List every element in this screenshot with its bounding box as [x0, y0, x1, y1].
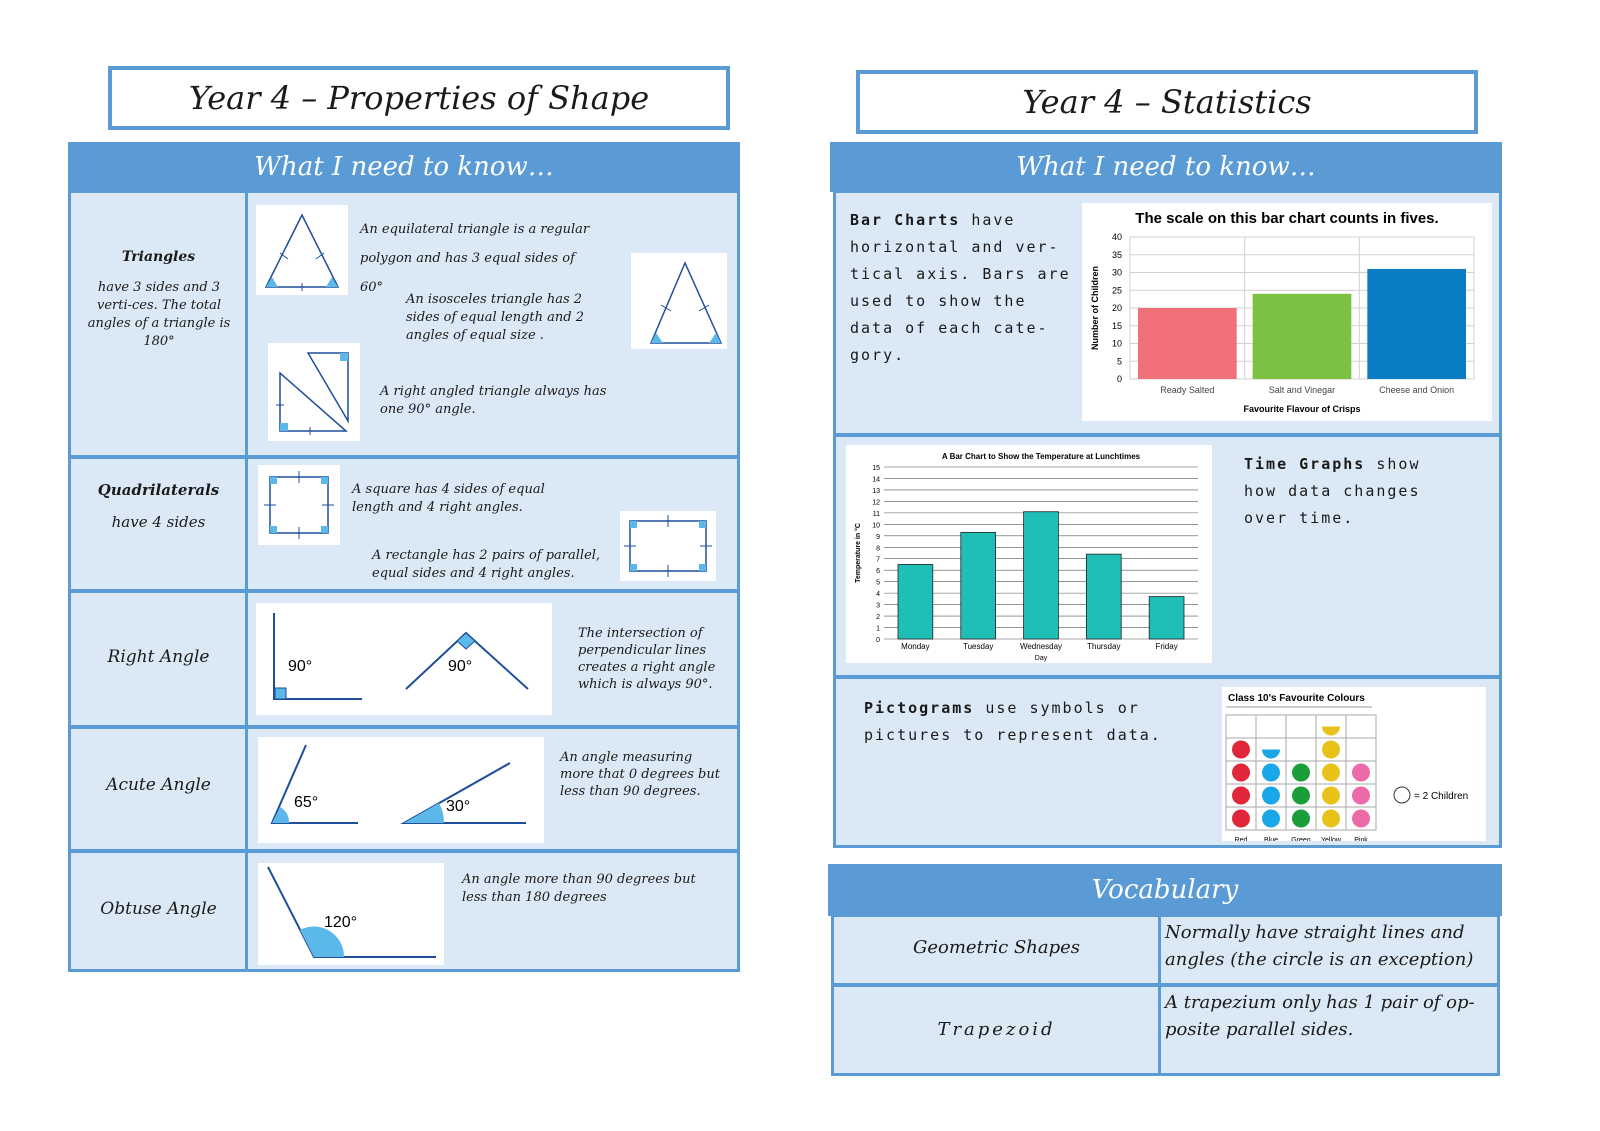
rectangle-image	[620, 511, 716, 581]
equilateral-note: An equilateral triangle is a regular polygon and has 3 equal sides of 60°	[360, 222, 590, 295]
chart1-ytick: 0	[1116, 374, 1122, 384]
vocab-def-cell-2	[1158, 984, 1500, 1076]
chart1-ytick: 40	[1111, 232, 1122, 242]
right-triangle-note: A right angled triangle always has one 90° angle.	[380, 384, 607, 417]
chart3-cell	[1256, 715, 1286, 738]
chart3-symbol	[1232, 764, 1250, 782]
chart2-ytick: 4	[876, 591, 880, 599]
chart2-ytick: 5	[876, 579, 880, 587]
chart3-symbol	[1262, 810, 1280, 828]
chart3-symbol	[1322, 764, 1340, 782]
pictograms-text: Pictograms use symbols or pictures to represent data.	[864, 699, 1162, 744]
chart2-xtick: Monday	[901, 642, 930, 651]
chart3-symbol	[1292, 787, 1310, 805]
right-angle-content-cell	[245, 590, 740, 728]
chart3-symbol	[1322, 810, 1340, 828]
chart3-symbol	[1292, 764, 1310, 782]
crisps-chart-card	[1082, 203, 1492, 421]
pictogram-card	[1222, 687, 1486, 841]
vocab-def-1: Normally have straight lines and angles (the circle is an exception)	[1165, 922, 1474, 970]
chart2-xtick: Thursday	[1087, 642, 1121, 651]
right-angle-label: Right Angle	[107, 647, 210, 667]
chart2-xtick: Wednesday	[1019, 642, 1063, 651]
right-angle-image	[256, 603, 552, 715]
time-graphs-panel	[833, 434, 1502, 678]
time-graphs-text: Time Graphs show how data changes over time.	[1244, 455, 1421, 527]
chart2-ytick: 2	[876, 614, 880, 622]
chart3-cell	[1346, 715, 1376, 738]
chart3-cell	[1286, 715, 1316, 738]
vocab-term-cell-2	[831, 984, 1161, 1076]
bar-charts-panel	[833, 190, 1502, 436]
bar-charts-text: Bar Charts have horizontal and ver- tical axis. Bars are used to show the data of each cate- gory.	[850, 211, 1071, 364]
left-header: What I need to know…	[68, 142, 740, 192]
chart2-ytick: 7	[876, 556, 880, 564]
triangles-label-cell	[68, 190, 248, 458]
chart3-symbol	[1352, 764, 1370, 782]
chart3-xtick: Red	[1234, 837, 1248, 841]
acute-angle-image	[258, 737, 544, 843]
chart1-ytick: 15	[1111, 320, 1122, 331]
chart2-ytick: 6	[876, 568, 880, 576]
right-header: What I need to know…	[830, 142, 1502, 192]
chart3-symbol	[1292, 810, 1310, 828]
chart1-bar	[1367, 269, 1466, 379]
vocab-term-1: Geometric Shapes	[912, 937, 1081, 958]
chart1-bar	[1138, 308, 1237, 379]
chart2-ytick: 8	[876, 545, 880, 553]
chart2-xtick: Friday	[1155, 642, 1178, 651]
acute-angle-label-cell	[68, 726, 248, 852]
pictograms-panel	[833, 676, 1502, 848]
chart2-bar	[898, 564, 933, 639]
chart1-title: The scale on this bar chart counts in fives.	[1135, 210, 1439, 227]
chart3-symbol	[1322, 741, 1340, 759]
right-title: Year 4 – Statistics	[856, 70, 1478, 134]
acute-angle-value-2: 30°	[446, 798, 471, 815]
obtuse-angle-image	[258, 863, 444, 965]
quadrilaterals-heading: Quadrilaterals	[97, 481, 220, 499]
right-triangle-image	[268, 343, 360, 441]
chart2-bar	[1024, 512, 1059, 639]
chart1-ytick: 20	[1111, 303, 1122, 313]
chart3-symbol	[1262, 787, 1280, 805]
right-angle-value-1: 90°	[288, 658, 313, 675]
vocab-def-cell-1	[1158, 914, 1500, 986]
chart2-ytick: 9	[876, 533, 880, 541]
rectangle-note: A rectangle has 2 pairs of parallel, equal sides and 4 right angles.	[372, 548, 601, 581]
obtuse-angle-label-cell	[68, 850, 248, 972]
chart3-half-symbol	[1262, 750, 1280, 759]
chart1-ytick: 25	[1111, 285, 1122, 296]
obtuse-angle-label: Obtuse Angle	[100, 899, 217, 919]
chart2-ytick: 1	[876, 625, 880, 633]
chart1-ytick: 5	[1116, 356, 1122, 367]
chart3-title: Class 10's Favourite Colours	[1228, 693, 1365, 704]
chart3-cell	[1346, 738, 1376, 761]
right-angle-note: The intersection of perpendicular lines creates a right angle which is always 90°.	[578, 626, 716, 692]
chart2-ytick: 11	[872, 510, 880, 518]
bar-charts-term: Bar Charts	[850, 211, 961, 229]
chart1-xtick: Cheese and Onion	[1379, 385, 1455, 395]
quadrilaterals-desc: have 4 sides	[111, 513, 206, 531]
chart3-key-label: = 2 Children	[1414, 791, 1469, 802]
crisps-bar-chart	[1082, 203, 1492, 421]
left-title: Year 4 – Properties of Shape	[108, 66, 730, 130]
quadrilaterals-label-cell	[68, 456, 248, 592]
obtuse-angle-content-cell	[245, 850, 740, 972]
temperature-chart-card	[846, 445, 1212, 663]
chart3-xtick: Green	[1291, 837, 1311, 841]
time-graphs-term: Time Graphs	[1244, 455, 1366, 473]
temperature-bar-chart	[846, 445, 1212, 663]
acute-angle-content-cell	[245, 726, 740, 852]
chart3-cell	[1226, 715, 1256, 738]
chart3-symbol	[1352, 787, 1370, 805]
chart2-bar	[961, 532, 996, 639]
chart2-xtick: Tuesday	[963, 642, 994, 651]
chart2-bar	[1086, 554, 1121, 639]
obtuse-angle-value-1: 120°	[324, 914, 358, 931]
chart2-ytick: 12	[872, 499, 880, 507]
vocab-term-2: Trapezoid	[937, 1019, 1056, 1040]
chart3-symbol	[1322, 787, 1340, 805]
right-angle-value-2: 90°	[448, 658, 473, 675]
chart2-ytick: 13	[872, 487, 880, 495]
chart1-ytick: 10	[1111, 338, 1122, 349]
chart3-xtick: Blue	[1263, 837, 1279, 841]
right-angle-label-cell	[68, 590, 248, 728]
chart3-symbol	[1262, 764, 1280, 782]
chart2-ytick: 10	[872, 522, 880, 530]
chart1-xtick: Salt and Vinegar	[1268, 385, 1336, 395]
vocab-term-cell-1	[831, 914, 1161, 986]
chart3-xtick: Pink	[1354, 837, 1368, 841]
triangles-desc: have 3 sides and 3 verti-ces. The total angles of a triangle is 180°	[87, 280, 231, 349]
chart3-cell	[1286, 738, 1316, 761]
chart2-ytick: 0	[876, 637, 880, 644]
square-note: A square has 4 sides of equal length and 4 right angles.	[352, 482, 545, 515]
chart2-title: A Bar Chart to Show the Temperature at Lunchtimes	[941, 452, 1141, 461]
equilateral-triangle-image	[256, 205, 348, 295]
chart2-bar	[1149, 597, 1184, 639]
obtuse-angle-note: An angle more than 90 degrees but less than 180 degrees	[462, 872, 696, 905]
square-image	[258, 465, 340, 545]
colours-pictogram	[1222, 687, 1486, 841]
quadrilaterals-content-cell	[245, 456, 740, 592]
triangles-heading: Triangles	[121, 249, 196, 265]
chart3-symbol	[1352, 810, 1370, 828]
acute-angle-label: Acute Angle	[106, 775, 211, 795]
chart1-xlabel: Favourite Flavour of Crisps	[1243, 404, 1361, 414]
pictograms-term: Pictograms	[864, 699, 975, 717]
isosceles-note: An isosceles triangle has 2 sides of equal length and 2 angles of equal size .	[406, 292, 584, 343]
chart1-ytick: 35	[1111, 249, 1122, 260]
chart3-symbol	[1232, 787, 1250, 805]
chart3-symbol	[1232, 741, 1250, 759]
chart3-key-symbol	[1394, 787, 1410, 803]
chart1-ylabel: Number of Children	[1090, 265, 1100, 351]
acute-angle-value-1: 65°	[294, 794, 319, 811]
chart1-xtick: Ready Salted	[1160, 385, 1215, 395]
chart3-symbol	[1232, 810, 1250, 828]
acute-angle-note: An angle measuring more that 0 degrees but less than 90 degrees.	[560, 750, 720, 799]
isosceles-triangle-image	[631, 253, 727, 349]
chart2-ylabel: Temperature in °C	[855, 523, 862, 583]
chart2-ytick: 15	[872, 465, 880, 472]
vocabulary-header: Vocabulary	[828, 864, 1502, 916]
chart3-half-symbol	[1322, 727, 1340, 736]
chart1-ytick: 30	[1111, 267, 1122, 278]
chart2-ytick: 14	[872, 476, 880, 484]
chart3-xtick: Yellow	[1321, 837, 1341, 841]
chart2-xlabel: Day	[1034, 655, 1048, 662]
triangles-content-cell	[245, 190, 740, 458]
chart2-ytick: 3	[876, 602, 880, 610]
chart1-bar	[1253, 294, 1352, 379]
vocab-def-2: A trapezium only has 1 pair of op-posite parallel sides.	[1165, 992, 1475, 1040]
